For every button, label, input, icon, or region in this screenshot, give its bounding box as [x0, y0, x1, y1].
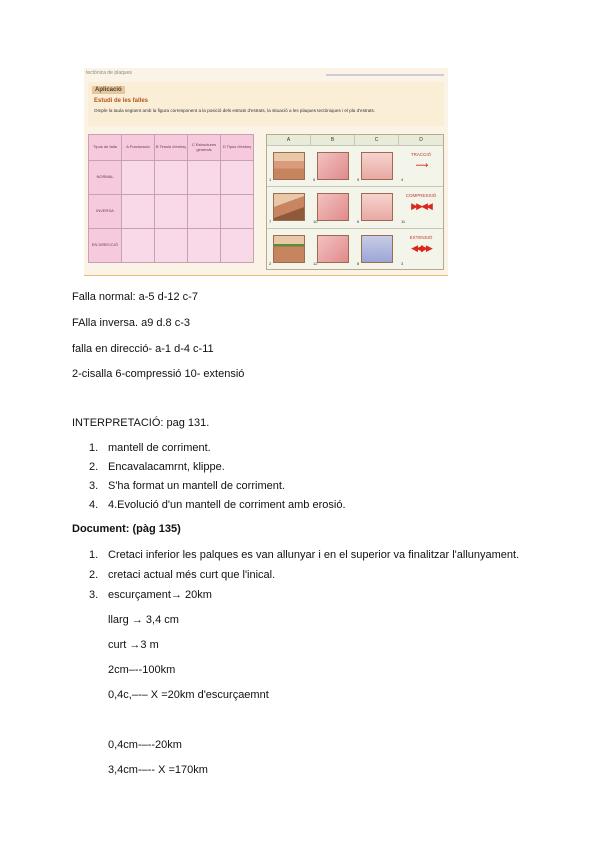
list-number: 4. [89, 499, 99, 511]
falla-normal-line: Falla normal: a-5 d-12 c-7 [72, 291, 198, 303]
figure-tag: Aplicació [92, 86, 125, 94]
list-number: 1. [89, 442, 99, 454]
grid-col-header: D [399, 135, 443, 145]
fault-image-grid [266, 134, 444, 270]
table-header: C Estructures generals [188, 135, 221, 161]
extension-arrows-icon: ◀◀▶▶ [411, 243, 431, 253]
cell-number: 3 [401, 261, 404, 266]
grid-row [267, 145, 443, 186]
falla-inversa-line: FAlla inversa. a9 d.8 c-3 [72, 317, 191, 329]
cell-number: 4 [401, 177, 404, 182]
cell-number: 8 [357, 261, 360, 266]
cell-number: 5 [313, 177, 316, 182]
figure-header-text: tectònica de plaques [86, 70, 132, 76]
table-header: Tipus de falla [89, 135, 122, 161]
calc-line: 0,4cm-–--20km [108, 739, 182, 751]
list-item: mantell de corriment. [108, 442, 211, 454]
cell-number: 1 [269, 177, 272, 182]
list-item: Cretaci inferior les palques es van allunyar i en el superior va finalitzar l'allunyament. [108, 549, 520, 561]
table-header: A Fracturació [122, 135, 155, 161]
stress-label: EXTENSIÓ [409, 235, 433, 240]
stress-label: COMPRESSIÓ [405, 193, 437, 198]
fault-block-image [273, 152, 305, 180]
fault-block-image [361, 152, 393, 180]
cell-number: 10 [313, 219, 318, 224]
fault-block-image [273, 235, 305, 263]
falla-direccio-line: falla en direcció- a-1 d-4 c-11 [72, 343, 214, 355]
list-number: 2. [89, 569, 99, 581]
cell-number: 6 [357, 219, 360, 224]
stress-label: TRACCIÓ [410, 152, 432, 157]
table-row-label: EN DIRECCIÓ [89, 229, 122, 263]
fault-block-image [317, 193, 349, 221]
figure-title: Estudi de les falles [94, 98, 149, 104]
fault-table [88, 134, 254, 263]
table-row-label: INVERSA [89, 195, 122, 229]
list-number: 2. [89, 461, 99, 473]
interpretacio-heading: INTERPRETACIÓ: pag 131. [72, 417, 210, 429]
esforcos-line: 2-cisalla 6-compressió 10- extensió [72, 368, 245, 380]
figure-rule [326, 74, 444, 76]
list-item: Encavalacamrnt, klippe. [108, 461, 225, 473]
grid-col-header: A [267, 135, 311, 145]
fault-block-image [317, 152, 349, 180]
grid-row [267, 228, 443, 270]
fault-block-image [317, 235, 349, 263]
table-header: D Tipus d'esforç [221, 135, 254, 161]
calc-line: curt →3 m [108, 639, 159, 651]
fault-block-image [361, 235, 393, 263]
figure-instructions: Omple la taula següent amb la figura corresponent a la posició dels estrats d'estrats, la situació a les plaques tectòniques i el pla d'estrats. [94, 108, 376, 113]
figure-header [84, 68, 448, 78]
calc-line: llarg → 3,4 cm [108, 614, 179, 626]
figure-bottom-rule [84, 275, 448, 276]
calc-line: 0,4c,–-– X =20km d'escurçaemnt [108, 689, 269, 701]
grid-col-header: B [311, 135, 355, 145]
cell-number: 11 [401, 219, 406, 224]
list-number: 3. [89, 589, 99, 601]
figure-activity-panel [88, 82, 444, 126]
compression-arrows-icon: ▶▶◀◀ [411, 201, 431, 211]
list-number: 1. [89, 549, 99, 561]
table-row-label: NORMAL [89, 161, 122, 195]
calc-line: 3,4cm-–-- X =170km [108, 764, 208, 776]
cell-number: 12 [313, 261, 318, 266]
fault-block-image [361, 193, 393, 221]
fault-block-image [273, 193, 305, 221]
list-item: cretaci actual més curt que l'inical. [108, 569, 276, 581]
cell-number: 2 [269, 261, 272, 266]
cell-number: 9 [357, 177, 360, 182]
textbook-figure [84, 68, 448, 276]
table-header: B Tensió d'esforç [155, 135, 188, 161]
document-heading: Document: (pàg 135) [72, 523, 181, 535]
list-item: escurçament→ 20km [108, 589, 212, 601]
grid-row [267, 186, 443, 228]
tension-arrows-icon: ⟿ [415, 160, 427, 170]
list-number: 3. [89, 480, 99, 492]
grid-col-header: C [355, 135, 399, 145]
cell-number: 7 [269, 219, 272, 224]
list-item: 4.Evolució d'un mantell de corriment amb erosió. [108, 499, 346, 511]
calc-line: 2cm–--100km [108, 664, 176, 676]
list-item: S'ha format un mantell de corriment. [108, 480, 285, 492]
